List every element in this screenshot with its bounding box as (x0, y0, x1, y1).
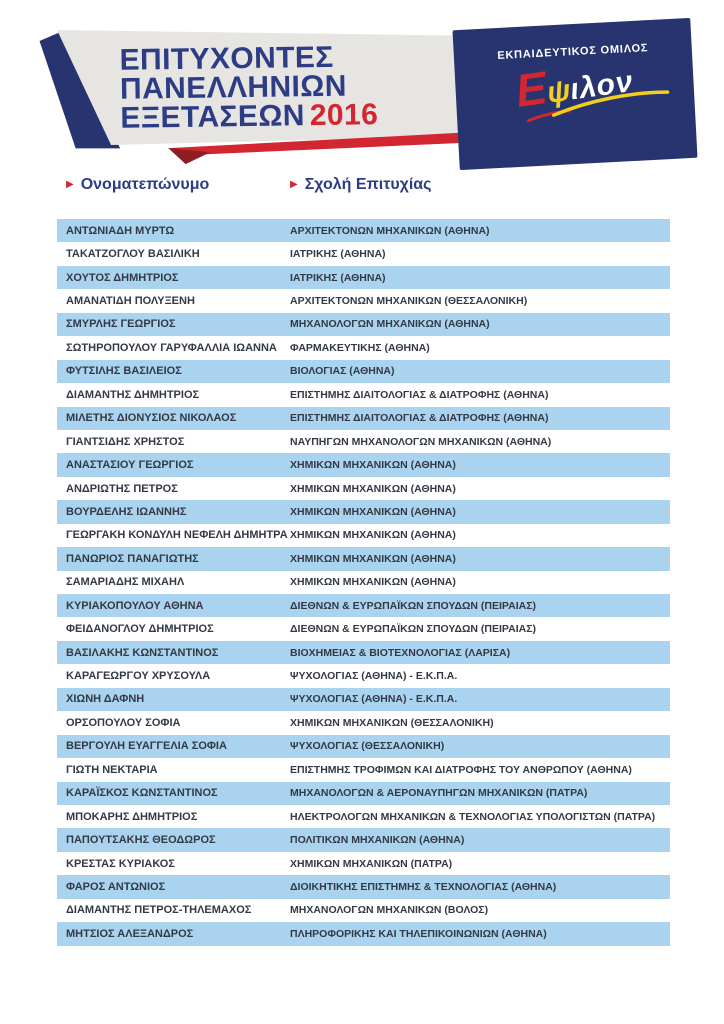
student-name-cell: ΔΙΑΜΑΝΤΗΣ ΔΗΜΗΤΡΙΟΣ (66, 388, 200, 401)
school-cell: ΒΙΟΛΟΓΙΑΣ (ΑΘΗΝΑ) (290, 365, 395, 378)
results-table (57, 219, 670, 946)
table-row (57, 617, 670, 640)
school-cell: ΧΗΜΙΚΩΝ ΜΗΧΑΝΙΚΩΝ (ΑΘΗΝΑ) (290, 482, 456, 495)
table-row (57, 805, 670, 828)
student-name-cell: ΧΙΩΝΗ ΔΑΦΝΗ (66, 693, 145, 706)
table-row (57, 500, 670, 523)
table-row (57, 594, 670, 617)
logo-rest: ιλον (568, 64, 636, 107)
table-row (57, 735, 670, 758)
student-name-cell: ΤΑΚΑΤΖΟΓΛΟΥ ΒΑΣΙΛΙΚΗ (66, 248, 200, 261)
column-header-school (290, 176, 431, 194)
school-cell: ΕΠΙΣΤΗΜΗΣ ΔΙΑΙΤΟΛΟΓΙΑΣ & ΔΙΑΤΡΟΦΗΣ (ΑΘΗΝΑ) (290, 412, 549, 425)
school-cell: ΑΡΧΙΤΕΚΤΟΝΩΝ ΜΗΧΑΝΙΚΩΝ (ΘΕΣΣΑΛΟΝΙΚΗ) (290, 295, 528, 308)
school-cell: ΗΛΕΚΤΡΟΛΟΓΩΝ ΜΗΧΑΝΙΚΩΝ & ΤΕΧΝΟΛΟΓΙΑΣ ΥΠΟΛΟΓΙΣΤΩΝ (ΠΑΤΡΑ) (290, 810, 656, 823)
school-cell: ΜΗΧΑΝΟΛΟΓΩΝ ΜΗΧΑΝΙΚΩΝ (ΒΟΛΟΣ) (290, 904, 489, 917)
school-cell: ΧΗΜΙΚΩΝ ΜΗΧΑΝΙΚΩΝ (ΑΘΗΝΑ) (290, 459, 456, 472)
student-name-cell: ΦΥΤΣΙΛΗΣ ΒΑΣΙΛΕΙΟΣ (66, 365, 182, 378)
student-name-cell: ΧΟΥΤΟΣ ΔΗΜΗΤΡΙΟΣ (66, 271, 179, 284)
table-row (57, 547, 670, 570)
school-cell: ΨΥΧΟΛΟΓΙΑΣ (ΑΘΗΝΑ) - Ε.Κ.Π.Α. (290, 693, 458, 706)
table-row (57, 571, 670, 594)
school-cell: ΠΛΗΡΟΦΟΡΙΚΗΣ ΚΑΙ ΤΗΛΕΠΙΚΟΙΝΩΝΙΩΝ (ΑΘΗΝΑ) (290, 927, 547, 940)
table-row (57, 641, 670, 664)
table-row (57, 407, 670, 430)
student-name-cell: ΑΝΑΣΤΑΣΙΟΥ ΓΕΩΡΓΙΟΣ (66, 459, 194, 472)
column-header-name (57, 176, 290, 194)
column-header-name-label: Ονοματεπώνυμο (80, 176, 210, 193)
column-header-school-label: Σχολή Επιτυχίας (304, 176, 432, 193)
student-name-cell: ΣΩΤΗΡΟΠΟΥΛΟΥ ΓΑΡΥΦΑΛΛΙΑ ΙΩΑΝΝΑ (66, 341, 277, 354)
table-row (57, 477, 670, 500)
student-name-cell: ΓΙΩΤΗ ΝΕΚΤΑΡΙΑ (66, 763, 158, 776)
student-name-cell: ΚΡΕΣΤΑΣ ΚΥΡΙΑΚΟΣ (66, 857, 175, 870)
table-row (57, 875, 670, 898)
table-row (57, 664, 670, 687)
school-cell: ΔΙΕΘΝΩΝ & ΕΥΡΩΠΑΪΚΩΝ ΣΠΟΥΔΩΝ (ΠΕΙΡΑΙΑΣ) (290, 599, 537, 612)
table-row (57, 711, 670, 734)
school-cell: ΒΙΟΧΗΜΕΙΑΣ & ΒΙΟΤΕΧΝΟΛΟΓΙΑΣ (ΛΑΡΙΣΑ) (290, 646, 511, 659)
school-cell: ΨΥΧΟΛΟΓΙΑΣ (ΘΕΣΣΑΛΟΝΙΚΗ) (290, 740, 445, 753)
exam-year: 2016 (309, 98, 379, 133)
student-name-cell: ΒΑΣΙΛΑΚΗΣ ΚΩΝΣΤΑΝΤΙΝΟΣ (66, 646, 219, 659)
student-name-cell: ΔΙΑΜΑΝΤΗΣ ΠΕΤΡΟΣ-ΤΗΛΕΜΑΧΟΣ (66, 904, 252, 917)
school-cell: ΙΑΤΡΙΚΗΣ (ΑΘΗΝΑ) (290, 248, 386, 261)
student-name-cell: ΚΑΡΑΪΣΚΟΣ ΚΩΝΣΤΑΝΤΙΝΟΣ (66, 787, 218, 800)
table-row (57, 688, 670, 711)
table-row (57, 336, 670, 359)
school-cell: ΧΗΜΙΚΩΝ ΜΗΧΑΝΙΚΩΝ (ΘΕΣΣΑΛΟΝΙΚΗ) (290, 716, 494, 729)
school-cell: ΕΠΙΣΤΗΜΗΣ ΔΙΑΙΤΟΛΟΓΙΑΣ & ΔΙΑΤΡΟΦΗΣ (ΑΘΗΝΑ) (290, 388, 549, 401)
school-cell: ΠΟΛΙΤΙΚΩΝ ΜΗΧΑΝΙΚΩΝ (ΑΘΗΝΑ) (290, 834, 465, 847)
table-row (57, 758, 670, 781)
school-cell: ΧΗΜΙΚΩΝ ΜΗΧΑΝΙΚΩΝ (ΠΑΤΡΑ) (290, 857, 453, 870)
table-row (57, 242, 670, 265)
school-cell: ΦΑΡΜΑΚΕΥΤΙΚΗΣ (ΑΘΗΝΑ) (290, 341, 430, 354)
student-name-cell: ΚΥΡΙΑΚΟΠΟΥΛΟΥ ΑΘΗΝΑ (66, 599, 204, 612)
page-title-line1: ΕΠΙΤΥΧΟΝΤΕΣ (119, 40, 334, 77)
student-name-cell: ΓΕΩΡΓΑΚΗ ΚΟΝΔΥΛΗ ΝΕΦΕΛΗ ΔΗΜΗΤΡΑ (66, 529, 288, 542)
student-name-cell: ΚΑΡΑΓΕΩΡΓΟΥ ΧΡΥΣΟΥΛΑ (66, 670, 211, 683)
logo-psi: ψ (545, 73, 573, 110)
school-cell: ΜΗΧΑΝΟΛΟΓΩΝ & ΑΕΡΟΝΑΥΠΗΓΩΝ ΜΗΧΑΝΙΚΩΝ (ΠΑΤΡΑ) (290, 787, 588, 800)
table-row (57, 899, 670, 922)
table-row (57, 524, 670, 547)
table-row (57, 453, 670, 476)
school-cell: ΧΗΜΙΚΩΝ ΜΗΧΑΝΙΚΩΝ (ΑΘΗΝΑ) (290, 529, 456, 542)
school-cell: ΙΑΤΡΙΚΗΣ (ΑΘΗΝΑ) (290, 271, 386, 284)
table-row (57, 828, 670, 851)
student-name-cell: ΣΜΥΡΛΗΣ ΓΕΩΡΓΙΟΣ (66, 318, 176, 331)
school-cell: ΝΑΥΠΗΓΩΝ ΜΗΧΑΝΟΛΟΓΩΝ ΜΗΧΑΝΙΚΩΝ (ΑΘΗΝΑ) (290, 435, 552, 448)
student-name-cell: ΠΑΠΟΥΤΣΑΚΗΣ ΘΕΟΔΩΡΟΣ (66, 834, 216, 847)
red-arrow-icon: ▶ (66, 179, 74, 190)
table-row (57, 219, 670, 242)
table-row (57, 266, 670, 289)
page-title-line2: ΠΑΝΕΛΛΗΝΙΩΝ (119, 69, 348, 106)
logo-initial: Ε (512, 61, 551, 117)
table-row (57, 782, 670, 805)
student-name-cell: ΑΝΤΩΝΙΑΔΗ ΜΥΡΤΩ (66, 224, 175, 237)
student-name-cell: ΑΝΔΡΙΩΤΗΣ ΠΕΤΡΟΣ (66, 482, 178, 495)
student-name-cell: ΒΕΡΓΟΥΛΗ ΕΥΑΓΓΕΛΙΑ ΣΟΦΙΑ (66, 740, 227, 753)
school-cell: ΨΥΧΟΛΟΓΙΑΣ (ΑΘΗΝΑ) - Ε.Κ.Π.Α. (290, 670, 458, 683)
student-name-cell: ΜΠΟΚΑΡΗΣ ΔΗΜΗΤΡΙΟΣ (66, 810, 198, 823)
school-cell: ΑΡΧΙΤΕΚΤΟΝΩΝ ΜΗΧΑΝΙΚΩΝ (ΑΘΗΝΑ) (290, 224, 490, 237)
school-cell: ΧΗΜΙΚΩΝ ΜΗΧΑΝΙΚΩΝ (ΑΘΗΝΑ) (290, 505, 456, 518)
page-title (119, 42, 378, 133)
table-row (57, 430, 670, 453)
brand-tagline: ΕΚΠΑΙΔΕΥΤΙΚΟΣ ΟΜΙΛΟΣ (496, 42, 649, 63)
student-name-cell: ΟΡΣΟΠΟΥΛΟΥ ΣΟΦΙΑ (66, 716, 181, 729)
student-name-cell: ΒΟΥΡΔΕΛΗΣ ΙΩΑΝΝΗΣ (66, 505, 187, 518)
school-cell: ΧΗΜΙΚΩΝ ΜΗΧΑΝΙΚΩΝ (ΑΘΗΝΑ) (290, 576, 456, 589)
brand-panel (452, 18, 697, 170)
table-column-headers (57, 176, 670, 194)
student-name-cell: ΣΑΜΑΡΙΑΔΗΣ ΜΙΧΑΗΛ (66, 576, 185, 589)
student-name-cell: ΦΑΡΟΣ ΑΝΤΩΝΙΟΣ (66, 880, 166, 893)
school-cell: ΔΙΟΙΚΗΤΙΚΗΣ ΕΠΙΣΤΗΜΗΣ & ΤΕΧΝΟΛΟΓΙΑΣ (ΑΘΗΝΑ) (290, 880, 557, 893)
red-arrow-icon: ▶ (290, 179, 298, 190)
table-row (57, 360, 670, 383)
table-row (57, 383, 670, 406)
epsilon-logo (512, 52, 636, 117)
table-row (57, 289, 670, 312)
student-name-cell: ΠΑΝΩΡΙΟΣ ΠΑΝΑΓΙΩΤΗΣ (66, 552, 199, 565)
table-row (57, 852, 670, 875)
school-cell: ΜΗΧΑΝΟΛΟΓΩΝ ΜΗΧΑΝΙΚΩΝ (ΑΘΗΝΑ) (290, 318, 490, 331)
page-title-line3: ΕΞΕΤΑΣΕΩΝ 2016 (120, 98, 379, 135)
student-name-cell: ΓΙΑΝΤΣΙΔΗΣ ΧΡΗΣΤΟΣ (66, 435, 185, 448)
student-name-cell: ΑΜΑΝΑΤΙΔΗ ΠΟΛΥΞΕΝΗ (66, 295, 195, 308)
student-name-cell: ΜΗΤΣΙΟΣ ΑΛΕΞΑΝΔΡΟΣ (66, 927, 194, 940)
table-row (57, 313, 670, 336)
school-cell: ΧΗΜΙΚΩΝ ΜΗΧΑΝΙΚΩΝ (ΑΘΗΝΑ) (290, 552, 456, 565)
student-name-cell: ΜΙΛΕΤΗΣ ΔΙΟΝΥΣΙΟΣ ΝΙΚΟΛΑΟΣ (66, 412, 237, 425)
school-cell: ΔΙΕΘΝΩΝ & ΕΥΡΩΠΑΪΚΩΝ ΣΠΟΥΔΩΝ (ΠΕΙΡΑΙΑΣ) (290, 623, 537, 636)
student-name-cell: ΦΕΙΔΑΝΟΓΛΟΥ ΔΗΜΗΤΡΙΟΣ (66, 623, 214, 636)
table-row (57, 922, 670, 945)
school-cell: ΕΠΙΣΤΗΜΗΣ ΤΡΟΦΙΜΩΝ ΚΑΙ ΔΙΑΤΡΟΦΗΣ ΤΟΥ ΑΝΘΡΩΠΟΥ (ΑΘΗΝΑ) (290, 763, 632, 776)
